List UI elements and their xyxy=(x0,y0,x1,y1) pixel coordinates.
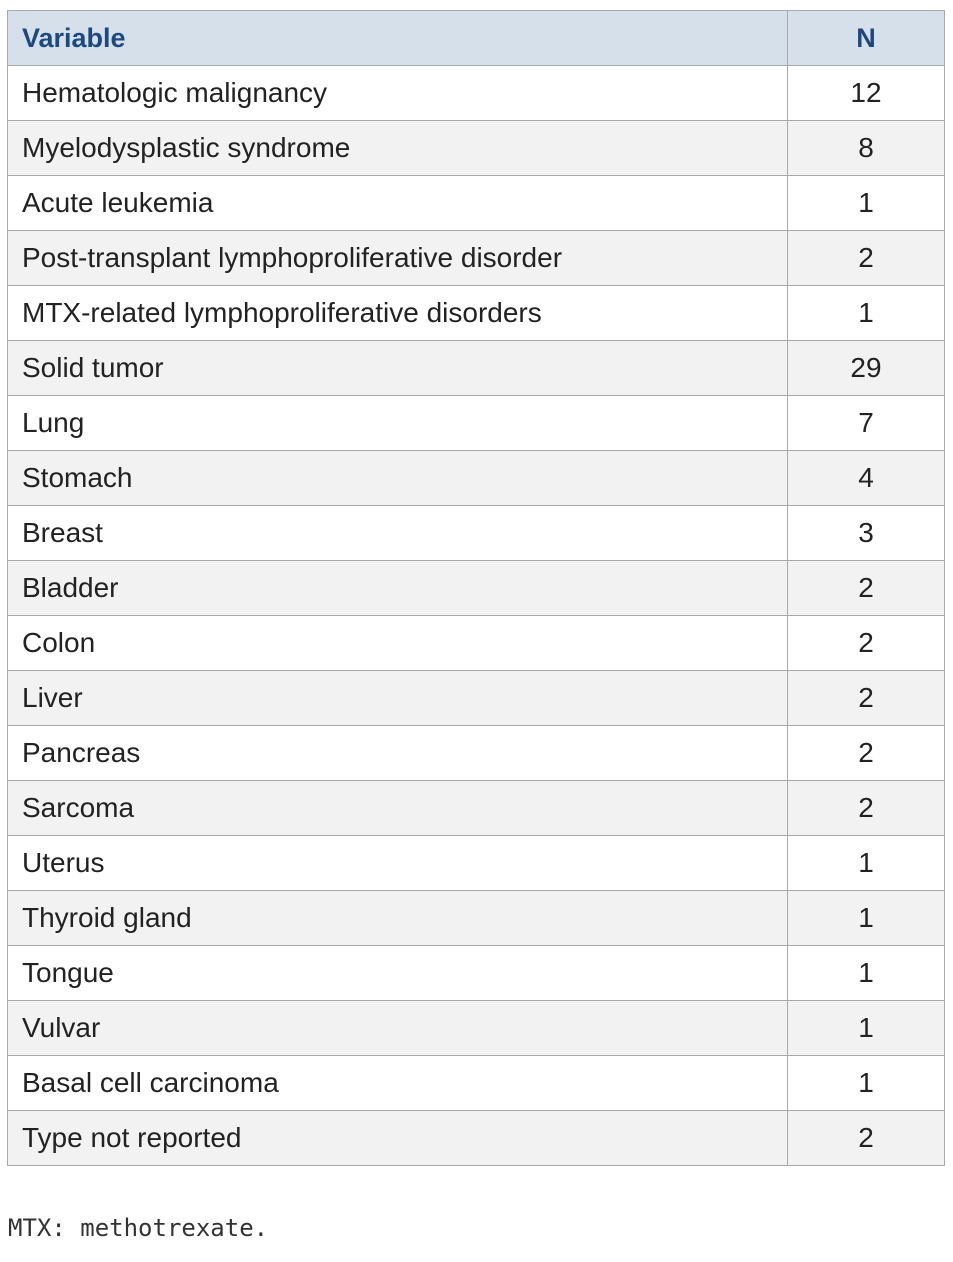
table-row xyxy=(8,836,945,891)
n-cell: 1 xyxy=(788,1001,945,1056)
n-cell: 2 xyxy=(788,781,945,836)
n-cell: 1 xyxy=(788,1056,945,1111)
table-row xyxy=(8,176,945,231)
variable-cell: Thyroid gland xyxy=(8,891,788,946)
variable-cell: Type not reported xyxy=(8,1111,788,1166)
n-cell: 2 xyxy=(788,1111,945,1166)
malignancy-table xyxy=(7,10,945,1166)
table-footnote: MTX: methotrexate. xyxy=(8,1214,269,1242)
n-cell: 29 xyxy=(788,341,945,396)
table-row xyxy=(8,1111,945,1166)
table-body xyxy=(8,66,945,1166)
variable-cell: Solid tumor xyxy=(8,341,788,396)
variable-cell: Lung xyxy=(8,396,788,451)
table-row xyxy=(8,671,945,726)
n-cell: 1 xyxy=(788,836,945,891)
n-cell: 3 xyxy=(788,506,945,561)
table-row xyxy=(8,341,945,396)
variable-cell: Pancreas xyxy=(8,726,788,781)
table-row xyxy=(8,231,945,286)
table-header-row xyxy=(8,11,945,66)
table-row xyxy=(8,1056,945,1111)
n-cell: 8 xyxy=(788,121,945,176)
variable-cell: Breast xyxy=(8,506,788,561)
table-row xyxy=(8,66,945,121)
variable-cell: Vulvar xyxy=(8,1001,788,1056)
variable-cell: Basal cell carcinoma xyxy=(8,1056,788,1111)
n-cell: 2 xyxy=(788,726,945,781)
n-cell: 1 xyxy=(788,176,945,231)
header-n: N xyxy=(788,11,945,66)
n-cell: 2 xyxy=(788,561,945,616)
header-variable: Variable xyxy=(8,11,788,66)
table-row xyxy=(8,726,945,781)
table-row xyxy=(8,506,945,561)
variable-cell: Sarcoma xyxy=(8,781,788,836)
table-row xyxy=(8,616,945,671)
variable-cell: Myelodysplastic syndrome xyxy=(8,121,788,176)
variable-cell: MTX-related lymphoproliferative disorders xyxy=(8,286,788,341)
table-row xyxy=(8,121,945,176)
table-row xyxy=(8,396,945,451)
variable-cell: Acute leukemia xyxy=(8,176,788,231)
n-cell: 1 xyxy=(788,286,945,341)
variable-cell: Uterus xyxy=(8,836,788,891)
n-cell: 1 xyxy=(788,946,945,1001)
n-cell: 2 xyxy=(788,671,945,726)
n-cell: 4 xyxy=(788,451,945,506)
table-row xyxy=(8,451,945,506)
table-row xyxy=(8,781,945,836)
n-cell: 1 xyxy=(788,891,945,946)
variable-cell: Tongue xyxy=(8,946,788,1001)
variable-cell: Bladder xyxy=(8,561,788,616)
table-row xyxy=(8,891,945,946)
n-cell: 7 xyxy=(788,396,945,451)
variable-cell: Stomach xyxy=(8,451,788,506)
n-cell: 2 xyxy=(788,616,945,671)
variable-cell: Hematologic malignancy xyxy=(8,66,788,121)
variable-cell: Colon xyxy=(8,616,788,671)
table-row xyxy=(8,946,945,1001)
table-row xyxy=(8,286,945,341)
n-cell: 12 xyxy=(788,66,945,121)
n-cell: 2 xyxy=(788,231,945,286)
variable-cell: Post-transplant lymphoproliferative disorder xyxy=(8,231,788,286)
table-row xyxy=(8,561,945,616)
variable-cell: Liver xyxy=(8,671,788,726)
table-row xyxy=(8,1001,945,1056)
